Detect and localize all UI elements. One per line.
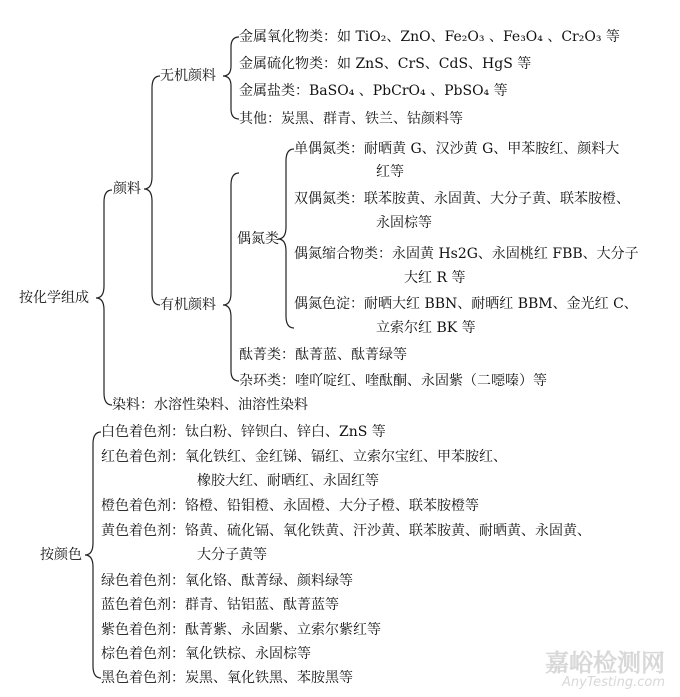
label-by-composition: 按化学组成: [19, 290, 89, 306]
inorganic-item: 其他：炭黑、群青、铁兰、钴颜料等: [239, 111, 463, 127]
azo-item-line1: 双偶氮类：联苯胺黄、永固黄、大分子黄、联苯胺橙、: [294, 191, 630, 207]
label-azo: 偶氮类: [237, 231, 279, 247]
color-item: 橙色着色剂：铬橙、铅钼橙、永固橙、大分子橙、联苯胺橙等: [101, 498, 479, 514]
label-by-color: 按颜色: [40, 547, 82, 563]
azo-item-line1: 单偶氮类：耐晒黄 G、汉沙黄 G、甲苯胺红、颜料大: [294, 141, 620, 157]
color-item: 红色着色剂：氧化铁红、金红锑、镉红、立索尔宝红、甲苯胺红、: [101, 449, 507, 465]
color-item-line2: 大分子黄等: [197, 547, 267, 563]
brace-color: [85, 432, 101, 678]
organic-heterocyclic: 杂环类：喹吖啶红、喹酞酮、永固紫（二噁嗪）等: [239, 373, 547, 389]
watermark-cn: 嘉峪检测网: [545, 649, 665, 677]
brace-composition: [96, 190, 112, 405]
dyes-item: 染料：水溶性染料、油溶性染料: [112, 397, 308, 413]
brace-inorganic: [223, 37, 239, 119]
brace-pigments: [144, 76, 160, 305]
label-organic: 有机颜料: [160, 297, 216, 313]
azo-item-line1: 偶氮缩合物类：永固黄 Hs2G、永固桃红 FBB、大分子: [294, 246, 639, 262]
color-item: 白色着色剂：钛白粉、锌钡白、锌白、ZnS 等: [101, 424, 386, 440]
color-item: 绿色着色剂：氧化铬、酞菁绿、颜料绿等: [101, 573, 353, 589]
azo-item-line2: 立索尔红 BK 等: [376, 320, 476, 336]
azo-item-line2: 永固棕等: [376, 215, 432, 231]
watermark-en: AnyTesting.com: [562, 675, 666, 690]
color-item: 紫色着色剂：酞菁紫、永固紫、立索尔紫红等: [101, 622, 381, 638]
brace-azo: [278, 149, 294, 328]
brace-organic: [223, 173, 239, 381]
azo-item-line2: 红等: [376, 164, 404, 180]
azo-item-line1: 偶氮色淀：耐晒大红 BBN、耐晒红 BBM、金光红 C、: [294, 296, 638, 312]
label-pigments: 颜料: [113, 181, 141, 197]
label-inorganic: 无机颜料: [160, 68, 216, 84]
color-item-line2: 橡胶大红、耐晒红、永固红等: [197, 473, 379, 489]
organic-phthalocyanine: 酞菁类：酞菁蓝、酞菁绿等: [239, 347, 407, 363]
inorganic-item: 金属盐类：BaSO₄ 、PbCrO₄ 、PbSO₄ 等: [239, 83, 508, 99]
inorganic-item: 金属氧化物类：如 TiO₂、ZnO、Fe₂O₃ 、Fe₃O₄ 、Cr₂O₃ 等: [239, 29, 620, 45]
color-item: 黑色着色剂：炭黑、氧化铁黑、苯胺黑等: [101, 670, 353, 686]
azo-item-line2: 大红 R 等: [404, 270, 466, 286]
inorganic-item: 金属硫化物类：如 ZnS、CrS、CdS、HgS 等: [239, 56, 532, 72]
color-item: 棕色着色剂：氧化铁棕、永固棕等: [101, 646, 311, 662]
color-item: 黄色着色剂：铬黄、硫化镉、氧化铁黄、汗沙黄、联苯胺黄、耐晒黄、永固黄、: [101, 523, 591, 539]
color-item: 蓝色着色剂：群青、钴铝蓝、酞菁蓝等: [101, 597, 339, 613]
